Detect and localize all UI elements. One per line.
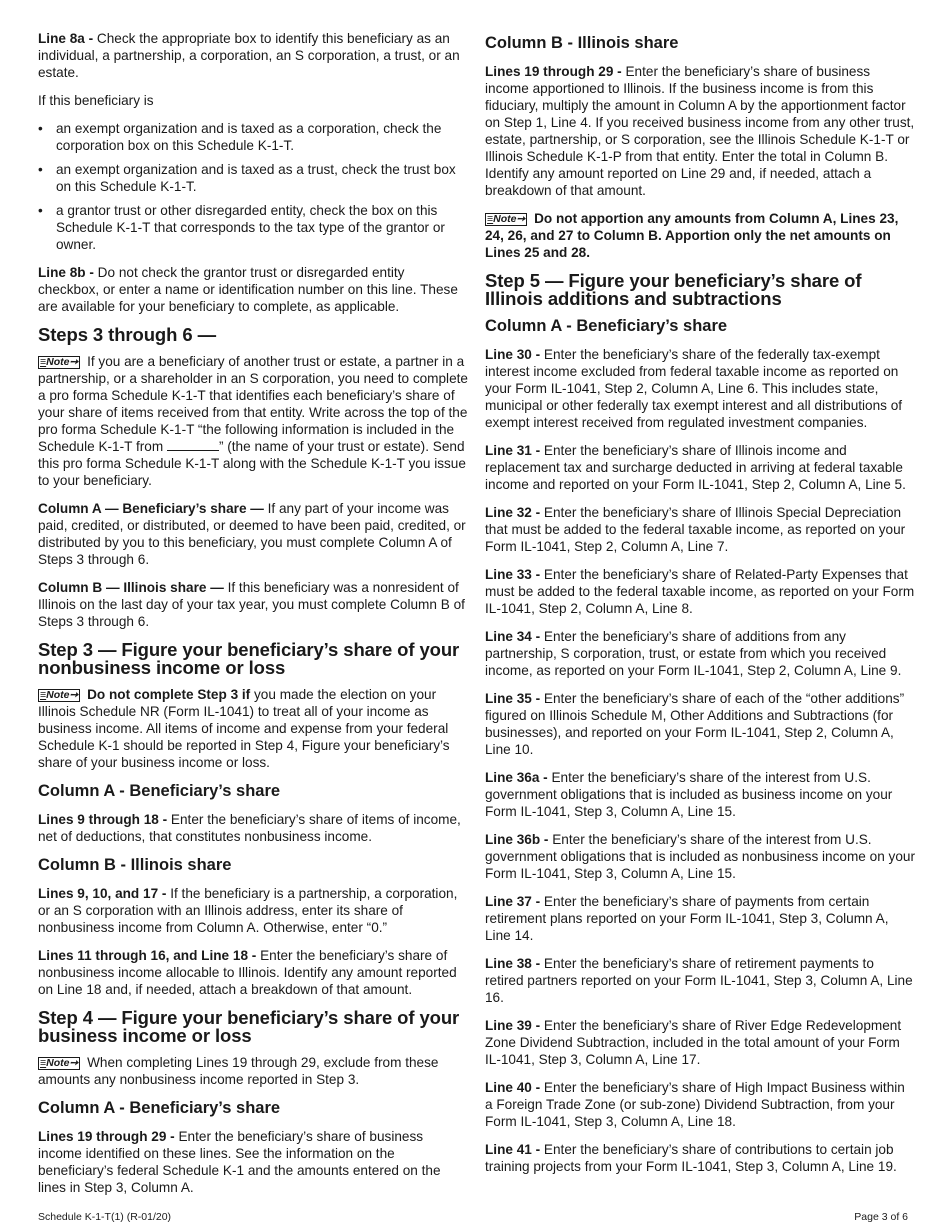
lines-9-10-17-paragraph: Lines 9, 10, and 17 - If the beneficiary is a partnership, a corporation, or an S corporation with an Illinois address, enter its share of nonbusiness income from Column A. Otherwise, enter “0.” [38, 886, 458, 935]
line-36b-paragraph: Line 36b - Enter the beneficiary’s share of the interest from U.S. government obligations that is included as nonbusiness income on your Form IL-1041, Step 3, Column A, Line 15. [485, 832, 915, 881]
lines-19-29-column-b-paragraph: Lines 19 through 29 - Enter the beneficiary’s share of business income apportioned to Illinois. If the business income is from this fiduciary, multiply the amount in Column A by the apportionment factor on Step 1, Line 4. If you received business income from any other trust, estate, partnership, or S corporation, see the Illinois Schedule K-1-T or Illinois Schedule K-1-P from that entity. Enter the total in Column B. Identify any amount reported on Line 29 and, if needed, attach a breakdown of that amount. [485, 64, 915, 198]
if-beneficiary-text: If this beneficiary is [38, 93, 154, 108]
step-3-note-paragraph: ≡Note➙ Do not complete Step 3 if you made the election on your Illinois Schedule NR (Form IL-1041) to treat all of your income as business income. All items of income and expense from your federal Schedule K-1 should be reported in Step 4, Figure your beneficiary’s share of your business income or loss. [38, 687, 450, 770]
lines-11-16-18-paragraph: Lines 11 through 16, and Line 18 - Enter the beneficiary’s share of nonbusiness income allocable to Illinois. Identify any amount reported on Line 18 and, if needed, attach a breakdown of that amount. [38, 948, 457, 997]
line-37-paragraph: Line 37 - Enter the beneficiary’s share of payments from certain retirement plans reported on your Form IL-1041, Step 3, Column A, Line 14. [485, 894, 889, 943]
list-item: • an exempt organization and is taxed as a corporation, check the corporation box on this Schedule K-1-T. [38, 120, 468, 154]
step-5-heading: Step 5 — Figure your beneficiary’s share of Illinois additions and subtractions [485, 270, 862, 309]
line-8a-paragraph: Line 8a - Check the appropriate box to identify this beneficiary as an individual, a partnership, a corporation, an S corporation, a trust, or an estate. [38, 31, 460, 80]
line-35-paragraph: Line 35 - Enter the beneficiary’s share of each of the “other additions” figured on Illinois Schedule M, Other Additions and Subtractions (for businesses), and reported on your Form IL-1041, Step 2, Column A, Line 10. [485, 691, 905, 757]
step-3-heading: Step 3 — Figure your beneficiary’s share of your nonbusiness income or loss [38, 639, 460, 678]
apportion-note-paragraph: ≡Note➙ Do not apportion any amounts from Column A, Lines 23, 24, 26, and 27 to Column B. Apportion only the net amounts on Lines 25 and 28. [485, 211, 899, 260]
line-40-paragraph: Line 40 - Enter the beneficiary’s share of High Impact Business within a Foreign Trade Zone (or sub-zone) Dividend Subtraction, from your Form IL-1041, Step 3, Column A, Line 18. [485, 1080, 905, 1129]
right-column [485, 30, 915, 1186]
list-item: • an exempt organization and is taxed as a trust, check the trust box on this Schedule K-1-T. [38, 161, 468, 195]
note-icon: ≡Note➙ [40, 356, 79, 368]
line-8b-paragraph: Line 8b - Do not check the grantor trust or disregarded entity checkbox, or enter a name or identification number on this line. These are available for your beneficiary to complete, as applicable. [38, 265, 458, 314]
form-identifier: Schedule K-1-T(1) (R-01/20) [38, 1211, 172, 1223]
line-30-paragraph: Line 30 - Enter the beneficiary’s share of the federally tax-exempt interest income excluded from federal taxable income as reported on your Form IL-1041, Step 2, Column A, Line 6. This includes state, municipal or other federally tax exempt interest and all distributions of exempt interest received from regulated investment companies. [485, 347, 903, 430]
lines-9-18-paragraph: Lines 9 through 18 - Enter the beneficiary’s share of items of income, net of deductions, that constitutes nonbusiness income. [38, 812, 461, 844]
step-4-heading: Step 4 — Figure your beneficiary’s share of your business income or loss [38, 1007, 460, 1046]
steps-3-to-6-heading: Steps 3 through 6 — [38, 324, 216, 345]
list-item: • a grantor trust or other disregarded entity, check the box on this Schedule K-1-T that corresponds to the tax type of the grantor or owner. [38, 202, 468, 253]
line-34-paragraph: Line 34 - Enter the beneficiary’s share of additions from any partnership, S corporation, trust, or estate from which you received income, as reported on your Form IL-1041, Step 2, Column A, Line 9. [485, 629, 902, 678]
line-31-paragraph: Line 31 - Enter the beneficiary’s share of Illinois income and replacement tax and surcharge deducted in arriving at federal taxable income and reported on your Form IL-1041, Step 2, Column A, Line 5. [485, 443, 906, 492]
step-5-column-a-heading: Column A - Beneficiary’s share [485, 317, 728, 335]
line-36a-paragraph: Line 36a - Enter the beneficiary’s share of the interest from U.S. government obligations that is included as business income on your Form IL-1041, Step 3, Column A, Line 15. [485, 770, 893, 819]
line-38-paragraph: Line 38 - Enter the beneficiary’s share of retirement payments to retired partners reported on your Form IL-1041, Step 3, Column A, Line 16. [485, 956, 913, 1005]
note-icon: ≡Note➙ [487, 213, 526, 225]
line-39-paragraph: Line 39 - Enter the beneficiary’s share of River Edge Redevelopment Zone Dividend Subtraction, included in the total amount of your Form IL-1041, Step 3, Column A, Line 17. [485, 1018, 902, 1067]
line-41-paragraph: Line 41 - Enter the beneficiary’s share of contributions to certain job training projects from your Form IL-1041, Step 3, Column A, Line 19. [485, 1142, 897, 1174]
step-4-note-paragraph: ≡Note➙ When completing Lines 19 through 29, exclude from these amounts any nonbusiness income reported in Step 3. [38, 1055, 439, 1087]
column-b-paragraph: Column B — Illinois share — If this beneficiary was a nonresident of Illinois on the last day of your tax year, you must complete Column B of Steps 3 through 6. [38, 580, 465, 629]
beneficiary-type-list [38, 120, 468, 253]
note-icon: ≡Note➙ [40, 1057, 79, 1069]
column-a-paragraph: Column A — Beneficiary’s share — If any part of your income was paid, credited, or distributed, or deemed to have been paid, credited, or distributed by you to this beneficiary, you must complete Column A of Steps 3 through 6. [38, 501, 466, 567]
line-33-paragraph: Line 33 - Enter the beneficiary’s share of Related-Party Expenses that must be added to the federal taxable income, as reported on your Form IL-1041, Step 2, Column A, Line 8. [485, 567, 915, 616]
steps-note-paragraph: ≡Note➙ If you are a beneficiary of another trust or estate, a partner in a partnership, or a shareholder in an S corporation, you need to complete a pro forma Schedule K-1-T that identifies each beneficiary’s share of your share of items received from that entity. Write across the top of the pro forma Schedule K-1-T “the following information is included in the Schedule K-1-T from ” (the name of your trust or estate). Send this pro forma Schedule K-1-T along with the Schedule K-1-T you issue to your beneficiary. [38, 354, 468, 488]
step-3-column-b-heading: Column B - Illinois share [38, 856, 232, 874]
step-4-column-a-heading: Column A - Beneficiary’s share [38, 1099, 281, 1117]
left-column [38, 30, 468, 1207]
note-icon: ≡Note➙ [40, 689, 79, 701]
line-32-paragraph: Line 32 - Enter the beneficiary’s share of Illinois Special Depreciation that must be added to the federal taxable income, as reported on your Form IL-1041, Step 2, Column A, Line 7. [485, 505, 906, 554]
step-3-column-a-heading: Column A - Beneficiary’s share [38, 782, 281, 800]
blank-line [167, 439, 219, 451]
step-4-column-b-heading: Column B - Illinois share [485, 34, 679, 52]
lines-19-29-column-a-paragraph: Lines 19 through 29 - Enter the beneficiary’s share of business income identified on these lines. See the information on the beneficiary’s federal Schedule K-1 and the amounts entered on the lines in Step 3, Column A. [38, 1129, 441, 1195]
page-number: Page 3 of 6 [854, 1211, 908, 1223]
